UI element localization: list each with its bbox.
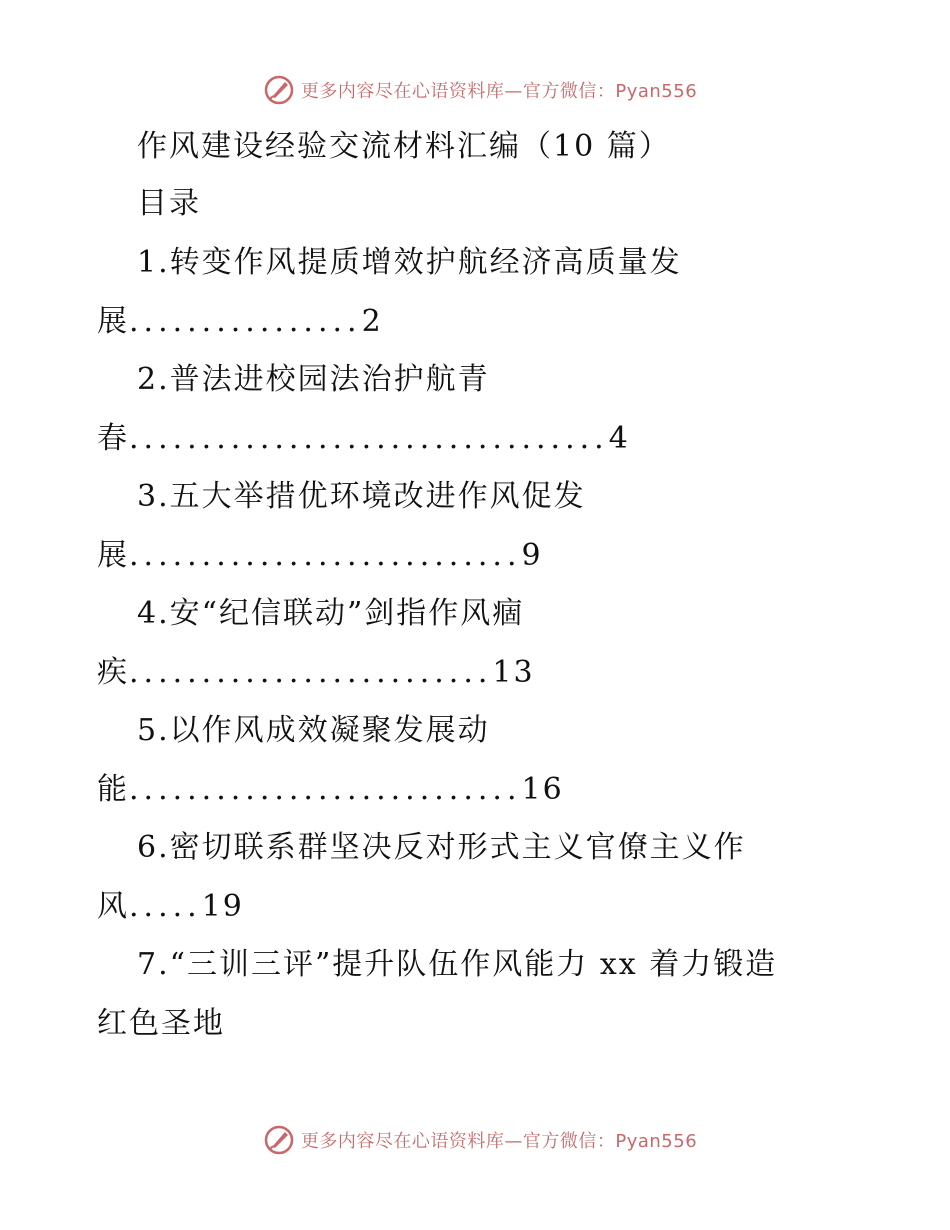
toc-entry-3-page: 9 — [521, 538, 543, 573]
toc-entry-1-page: 2 — [361, 304, 383, 339]
toc-entry-4-title: 4.安“纪信联动”剑指作风痼 — [137, 596, 525, 631]
toc-entry-6-title: 6.密切联系群坚决反对形式主义官僚主义作 — [137, 830, 746, 865]
toc-entry-5-title: 5.以作风成效凝聚发展动 — [137, 713, 490, 748]
toc-entry-3-title: 3.五大举措优环境改进作风促发 — [137, 479, 586, 514]
toc-entry-3-dots: ........................... — [129, 538, 522, 573]
toc-entry-1-tail: 展 — [97, 304, 129, 339]
toc-entry-2-dots: ................................. — [129, 421, 609, 456]
toc-entry-5-dots: ........................... — [129, 772, 522, 807]
quill-seal-icon — [263, 74, 295, 106]
toc-entry-4-leader — [97, 653, 535, 693]
toc-entry-2-leader — [97, 419, 630, 459]
toc-entry-4-tail: 疾 — [97, 655, 129, 690]
toc-entry-5-leader — [97, 770, 564, 810]
document-title: 作风建设经验交流材料汇编（10 篇） — [137, 129, 671, 164]
toc-entry-3-leader — [97, 536, 543, 576]
quill-seal-icon — [263, 1124, 295, 1156]
toc-entry-7-leader — [97, 1004, 225, 1044]
toc-entry-4-page: 13 — [492, 655, 535, 690]
toc-entry-6-dots: ..... — [129, 889, 202, 924]
toc-entry-1-dots: ................ — [129, 304, 362, 339]
toc-entry-5-tail: 能 — [97, 772, 129, 807]
toc-entry-7-title: 7.“三训三评”提升队伍作风能力 xx 着力锻造 — [137, 947, 778, 982]
toc-entry-6-leader — [97, 887, 244, 927]
toc-heading: 目录 — [137, 186, 201, 221]
toc-entry-2-page: 4 — [608, 421, 630, 456]
toc-entry-4-dots: ......................... — [129, 655, 493, 690]
toc-entry-6-page: 19 — [201, 889, 244, 924]
watermark-text: 更多内容尽在心语资料库—官方微信：Pyan556 — [300, 1131, 698, 1152]
toc-entry-1-leader — [97, 302, 383, 342]
toc-entry-2-title: 2.普法进校园法治护航青 — [137, 362, 490, 397]
toc-entry-7-tail: 红色圣地 — [97, 1006, 225, 1041]
watermark-text: 更多内容尽在心语资料库—官方微信：Pyan556 — [300, 81, 698, 102]
toc-entry-6-tail: 风 — [97, 889, 129, 924]
toc-entry-1-title: 1.转变作风提质增效护航经济高质量发 — [137, 245, 682, 280]
toc-entry-3-tail: 展 — [97, 538, 129, 573]
toc-entry-5-page: 16 — [521, 772, 564, 807]
toc-entry-2-tail: 春 — [97, 421, 129, 456]
header-watermark — [0, 70, 950, 110]
footer-watermark — [0, 1120, 950, 1160]
